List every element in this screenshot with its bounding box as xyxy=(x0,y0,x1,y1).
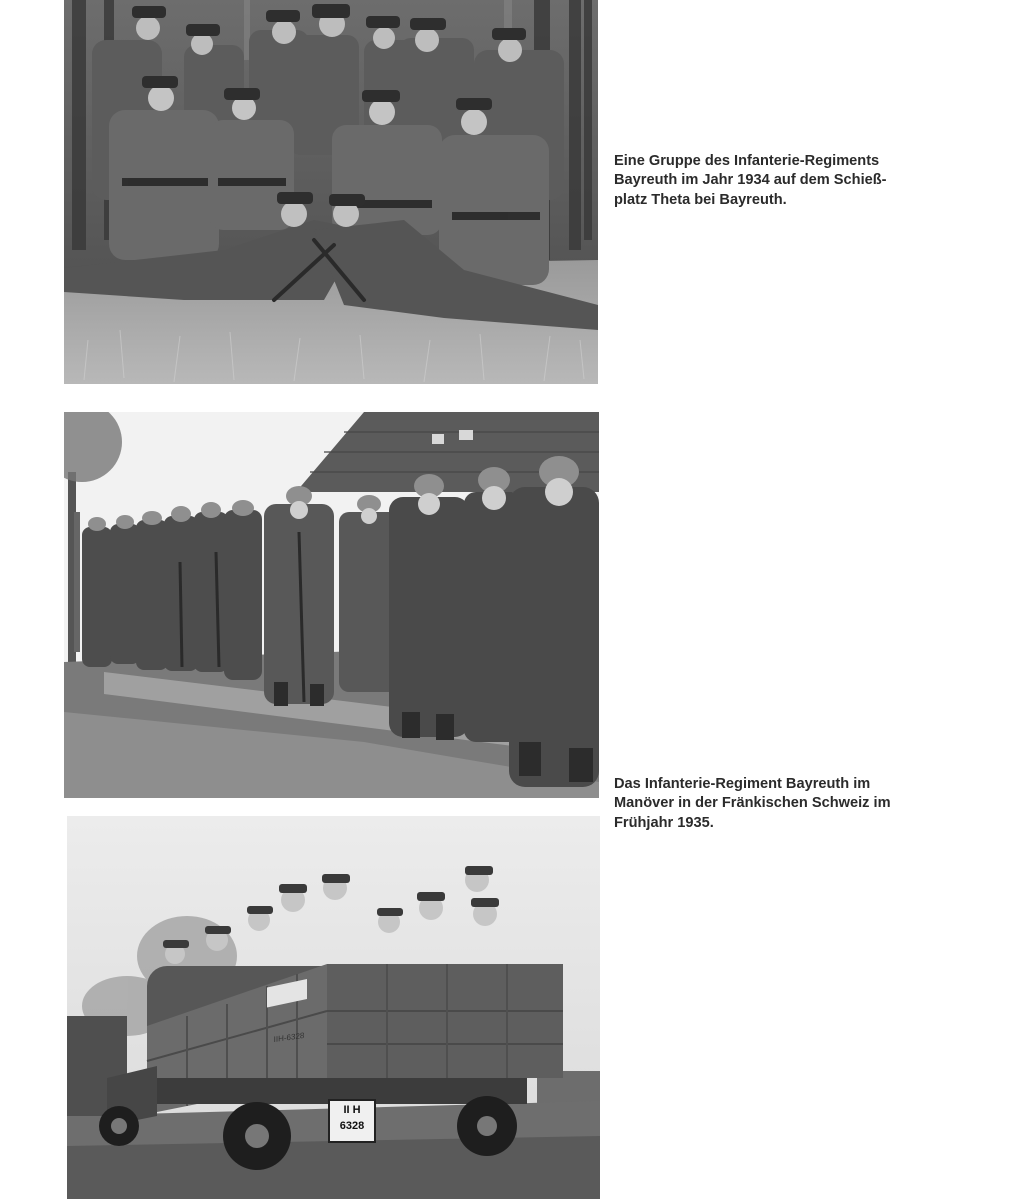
plate-line: II H xyxy=(343,1104,361,1116)
caption-line: platz Theta bei Bayreuth. xyxy=(614,191,787,208)
plate-line: 6328 xyxy=(339,1120,365,1132)
maneuver-photo-caption xyxy=(614,775,944,833)
caption-line: Manöver in der Fränkischen Schweiz im xyxy=(614,795,891,812)
truck-photo xyxy=(67,816,600,1199)
group-photo-caption xyxy=(614,152,944,210)
truck-side-plate: IIH-6328 xyxy=(273,1030,305,1045)
truck-rear-plate xyxy=(329,1102,375,1134)
caption-line: Eine Gruppe des Infanterie-Regiments xyxy=(614,153,880,169)
caption-line: Frühjahr 1935. xyxy=(614,814,714,831)
caption-line: Bayreuth im Jahr 1934 auf dem Schieß- xyxy=(614,172,887,189)
group-photo xyxy=(64,0,598,384)
caption-line: Das Infanterie-Regiment Bayreuth im xyxy=(614,776,871,792)
maneuver-photo xyxy=(64,412,599,798)
